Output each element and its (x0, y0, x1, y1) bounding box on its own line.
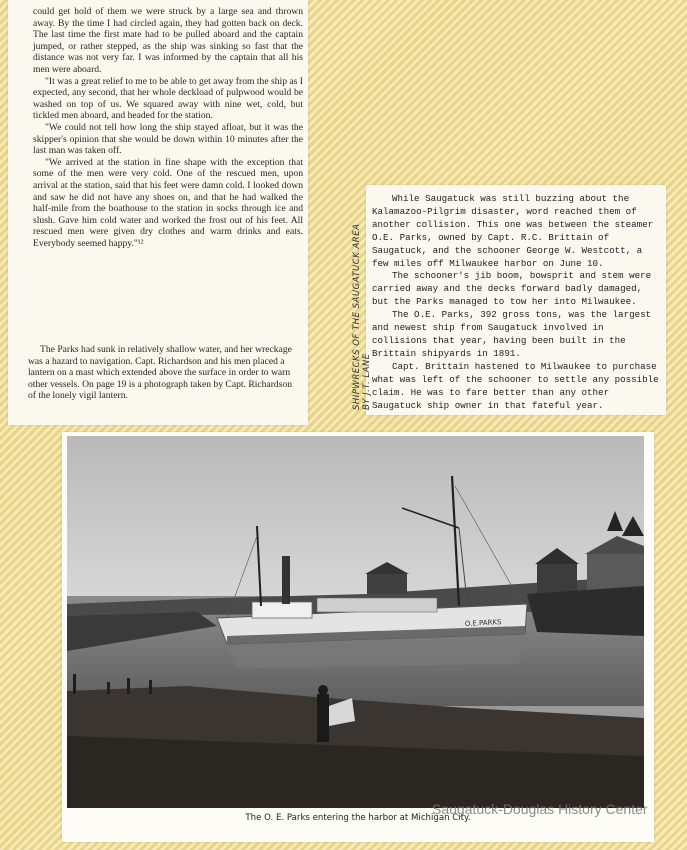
paragraph: "We could not tell how long the ship stayed afloat, but it was the skipper's opinion that she would be down within 10 minutes after the last man was taken off. (33, 121, 303, 157)
photo-illustration (67, 436, 644, 808)
left-bottom-text (28, 344, 300, 402)
left-text-column (33, 6, 303, 249)
paragraph: "It was a great relief to me to be able to get away from the ship as I expected, any second, that her whole deckload of pulpwood would be washed on top of us. We squared away with nine wet, cold, but tickled men aboard, and headed for the station. (33, 75, 303, 122)
right-typed-clipping (366, 185, 666, 415)
paragraph: The Parks had sunk in relatively shallow water, and her wreckage was a hazard to navigation. Capt. Richardson and his men placed a lantern on a mast which extended above the surface in order to warn other vessels. On page 19 is a photograph taken by Capt. Richardson of the lonely vigil lantern. (28, 344, 293, 402)
typed-text-column (372, 193, 664, 412)
paragraph: "We arrived at the station in fine shape with the exception that some of the men were very cold. One of the rescued men, upon arrival at the station, said that his feet were damn cold. I looked down and saw he did not have any shoes on, and that he had walked the half-mile from the boathouse to the station in socks through ice and slush. Gave him cold water and worked the frost out of his feet. All rescued men were given dry clothes and warm drinks and eats. Everybody seemed happy."¹² (33, 156, 303, 249)
photo-caption: The O. E. Parks entering the harbor at Michigan City. (245, 813, 471, 823)
paragraph: While Saugatuck was still buzzing about the Kalamazoo-Pilgrim disaster, word reached them of another collision. This one was between the steamer O.E. Parks, owned by Capt. R.C. Brittain of Saugatuck, and the schooner George W. Westcott, a few miles off Milwaukee harbor on June 10. (372, 193, 654, 269)
hull-lettering: O.E.PARKS (464, 618, 502, 628)
left-clipping (8, 0, 308, 425)
paragraph: The schooner's jib boom, bowsprit and stem were carried away and the decks forward badly damaged, but the Parks managed to tow her into Milwaukee. (372, 270, 652, 308)
ship-photograph (67, 436, 644, 808)
paragraph: Capt. Brittain hastened to Milwaukee to purchase what was left of the schooner to settle any possible claim. He was to fare better than any other Saugatuck ship owner in that fateful year. (372, 360, 659, 411)
photo-mount (62, 432, 654, 842)
watermark: Saugatuck-Douglas History Center (432, 801, 648, 817)
paragraph: could get hold of them we were struck by a large sea and thrown away. By the time I had circled again, they had gotten back on deck. The last time the first mate had to be pulled aboard and the captain jumped, or rather stepped, as the ship was sinking so fast that the distance was not very far. I was informed by the captain that all his men were aboard. (33, 6, 303, 75)
handwritten-note: SHIPWRECKS OF THE SAUGATUCK AREA BY J.T. LANE (352, 223, 372, 410)
paragraph: The O.E. Parks, 392 gross tons, was the largest and newest ship from Saugatuck involved in collisions that year, having been built in the Brittain shipyards in 1891. (372, 309, 652, 359)
